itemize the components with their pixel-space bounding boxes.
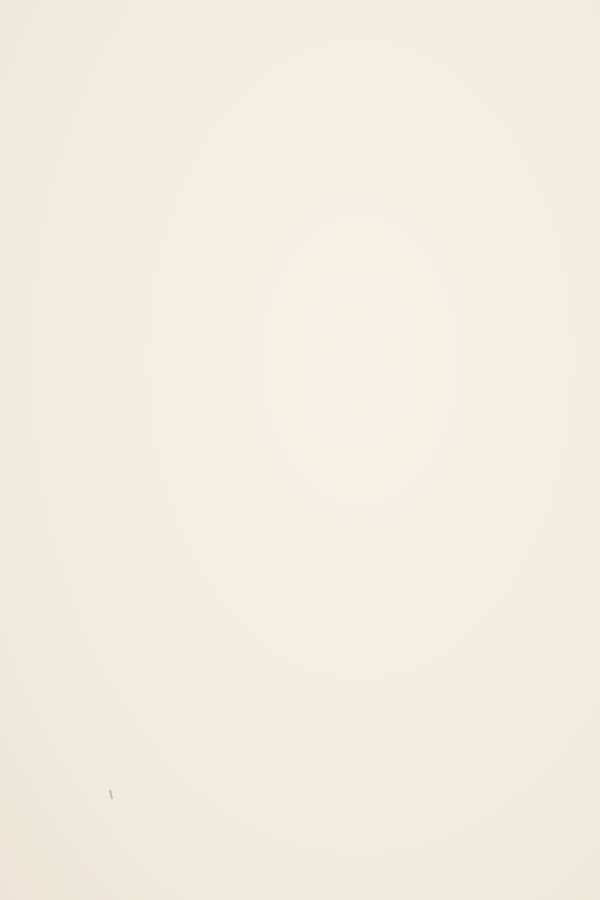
paper-speck	[109, 790, 113, 799]
